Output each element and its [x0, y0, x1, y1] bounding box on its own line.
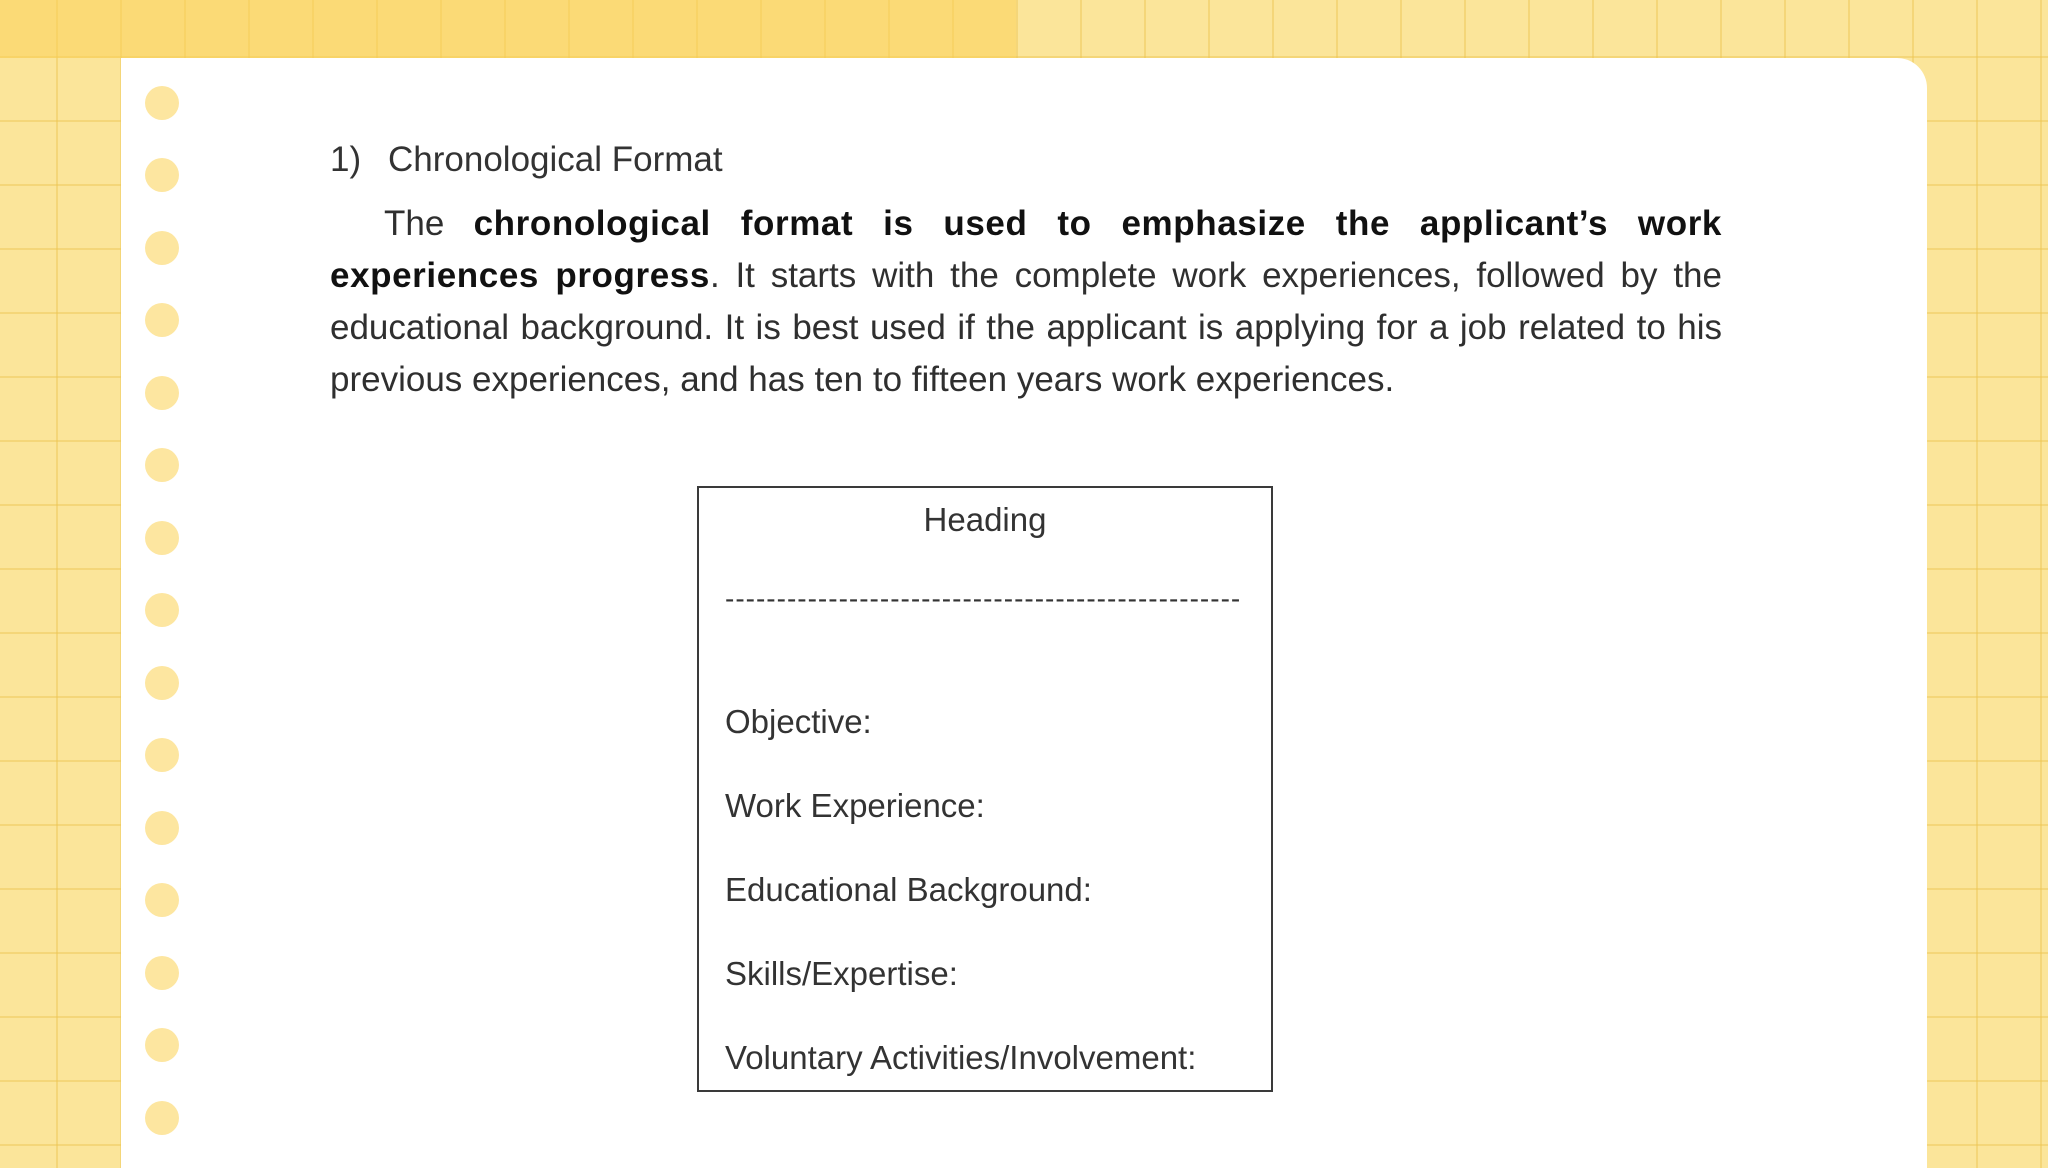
binder-holes	[145, 86, 181, 1166]
binder-hole	[145, 86, 179, 120]
section-number: 1)	[330, 140, 362, 179]
resume-outline-box	[697, 486, 1273, 1092]
paragraph-lead: The	[384, 204, 474, 243]
top-highlight-band	[0, 0, 1016, 58]
binder-hole	[145, 1101, 179, 1135]
binder-hole	[145, 738, 179, 772]
section-title-text: Chronological Format	[388, 140, 723, 179]
outline-item-work-experience: Work Experience:	[725, 787, 985, 824]
binder-hole	[145, 1028, 179, 1062]
outline-item-skills: Skills/Expertise:	[725, 955, 958, 992]
paragraph-rest: . It starts with the complete work experiences, followed by the educational background. It is best used if the applicant is applying for a job related to his previous experiences, and has ten to fifteen years work experiences.	[330, 256, 1722, 399]
binder-hole	[145, 521, 179, 555]
binder-hole	[145, 303, 179, 337]
content-area	[330, 138, 1722, 406]
binder-hole	[145, 231, 179, 265]
outline-divider: --------------------------------------------------	[725, 583, 1242, 614]
binder-hole	[145, 666, 179, 700]
outline-item-educational-background: Educational Background:	[725, 871, 1092, 908]
binder-hole	[145, 811, 179, 845]
binder-hole	[145, 593, 179, 627]
outline-item-objective: Objective:	[725, 703, 872, 740]
binder-hole	[145, 956, 179, 990]
binder-hole	[145, 376, 179, 410]
binder-hole	[145, 448, 179, 482]
description-paragraph	[330, 198, 1722, 406]
binder-hole	[145, 158, 179, 192]
paragraph-emphasis: chronological format is used to emphasize the applicant’s work experiences progress	[330, 204, 1722, 295]
binder-hole	[145, 883, 179, 917]
section-title	[330, 138, 1722, 182]
outline-heading: Heading	[923, 501, 1047, 538]
outline-item-voluntary-activities: Voluntary Activities/Involvement:	[725, 1039, 1197, 1076]
notebook-page	[121, 58, 1927, 1168]
